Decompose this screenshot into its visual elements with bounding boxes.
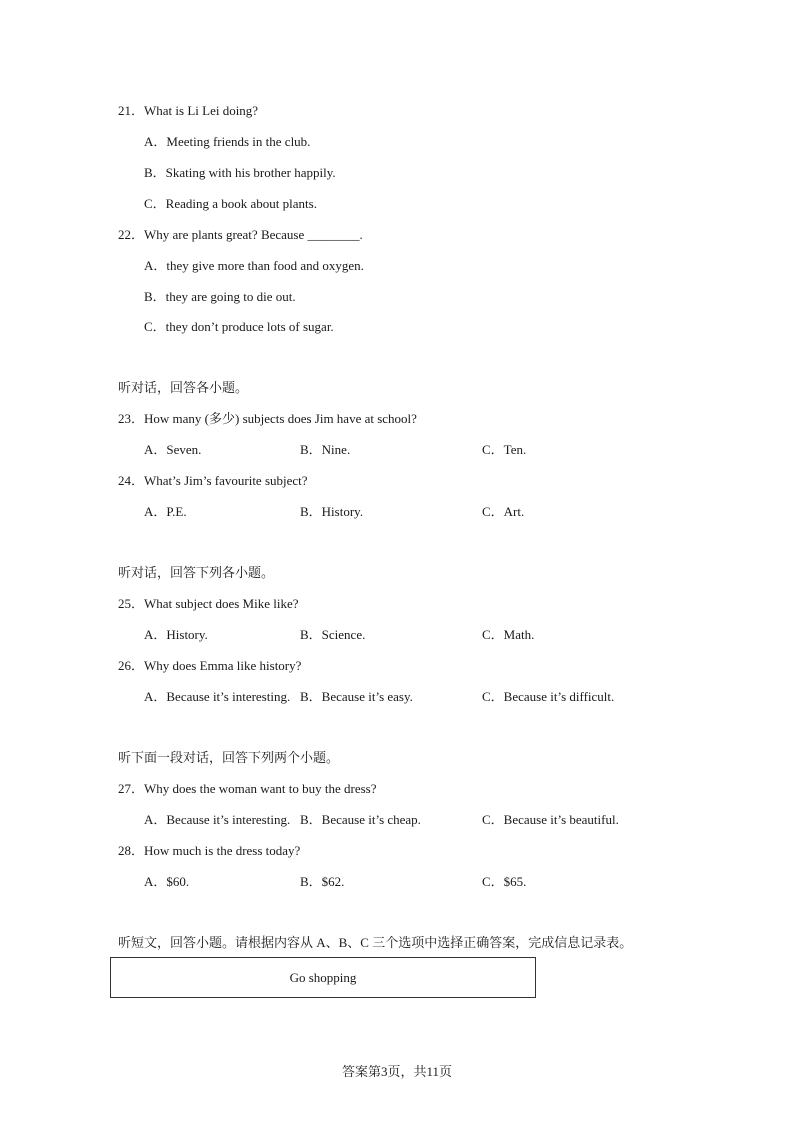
section-instruction-3: 听下面一段对话，回答下列两个小题。 xyxy=(118,750,340,765)
question-25-stem: 25．What subject does Mike like? xyxy=(118,596,299,611)
question-28-stem: 28．How much is the dress today? xyxy=(118,843,301,858)
question-24-option-c[interactable]: C．Art. xyxy=(482,504,525,519)
question-21-option-b[interactable]: B．Skating with his brother happily. xyxy=(144,165,336,180)
question-27-option-b[interactable]: B．Because it’s cheap. xyxy=(300,812,421,827)
question-27-option-a[interactable]: A．Because it’s interesting. xyxy=(144,812,291,827)
question-25-option-b[interactable]: B．Science. xyxy=(300,627,366,642)
section-instruction-2: 听对话，回答下列各小题。 xyxy=(118,565,275,580)
question-23-option-a[interactable]: A．Seven. xyxy=(144,442,202,457)
question-22-option-a[interactable]: A．they give more than food and oxygen. xyxy=(144,258,364,273)
question-26-option-a[interactable]: A．Because it’s interesting. xyxy=(144,689,291,704)
question-27-stem: 27．Why does the woman want to buy the dress? xyxy=(118,781,377,796)
question-28-option-a[interactable]: A．$60. xyxy=(144,874,190,889)
question-24-option-b[interactable]: B．History. xyxy=(300,504,364,519)
question-22-stem: 22．Why are plants great? Because ________. xyxy=(118,227,363,242)
question-23-option-c[interactable]: C．Ten. xyxy=(482,442,527,457)
question-21-option-a[interactable]: A．Meeting friends in the club. xyxy=(144,134,311,149)
question-22-option-c[interactable]: C．they don’t produce lots of sugar. xyxy=(144,319,334,334)
question-22-option-b[interactable]: B．they are going to die out. xyxy=(144,289,296,304)
section-instruction-4: 听短文，回答小题。请根据内容从 A、B、C 三个选项中选择正确答案，完成信息记录表。 xyxy=(118,935,633,950)
question-24-stem: 24．What’s Jim’s favourite subject? xyxy=(118,473,308,488)
question-25-option-a[interactable]: A．History. xyxy=(144,627,208,642)
question-27-option-c[interactable]: C．Because it’s beautiful. xyxy=(482,812,619,827)
question-24-option-a[interactable]: A．P.E. xyxy=(144,504,187,519)
question-26-stem: 26．Why does Emma like history? xyxy=(118,658,302,673)
question-21-option-c[interactable]: C．Reading a book about plants. xyxy=(144,196,317,211)
info-record-table xyxy=(110,957,536,998)
question-23-option-b[interactable]: B．Nine. xyxy=(300,442,351,457)
table-title: Go shopping xyxy=(289,969,357,985)
question-23-stem: 23．How many (多少) subjects does Jim have at school? xyxy=(118,411,417,426)
question-28-option-c[interactable]: C．$65. xyxy=(482,874,527,889)
question-26-option-b[interactable]: B．Because it’s easy. xyxy=(300,689,413,704)
question-21-stem: 21．What is Li Lei doing? xyxy=(118,103,259,118)
question-25-option-c[interactable]: C．Math. xyxy=(482,627,535,642)
page-footer: 答案第3页，共11页 xyxy=(341,1064,453,1079)
question-28-option-b[interactable]: B．$62. xyxy=(300,874,345,889)
question-26-option-c[interactable]: C．Because it’s difficult. xyxy=(482,689,615,704)
section-instruction-1: 听对话，回答各小题。 xyxy=(118,380,249,395)
